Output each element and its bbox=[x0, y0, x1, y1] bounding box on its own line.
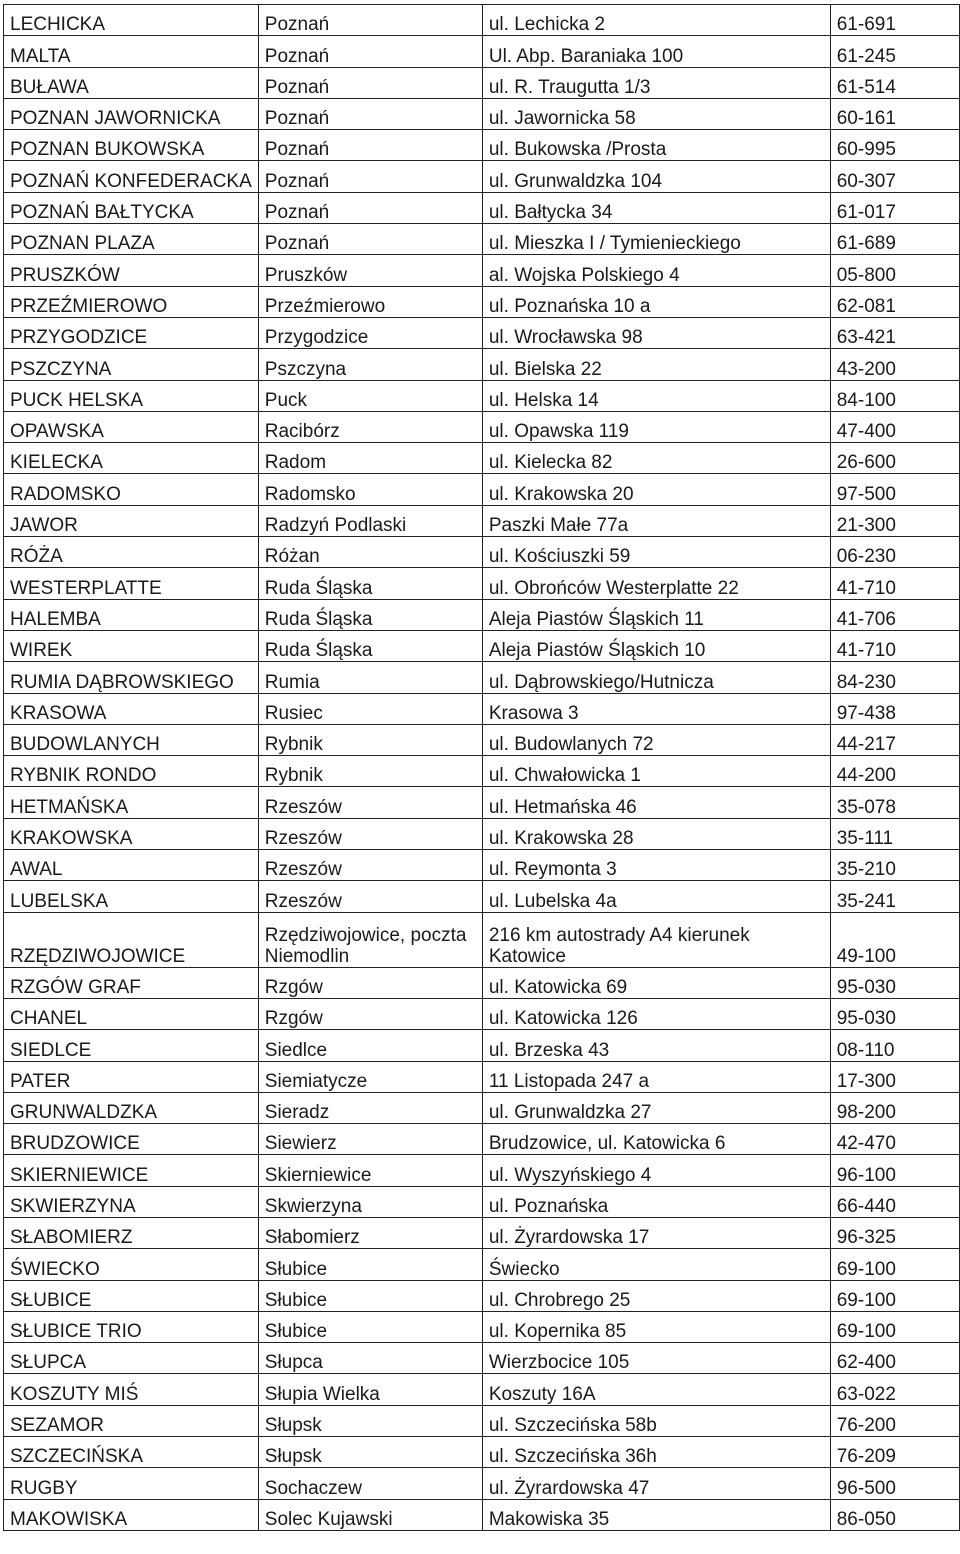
table-row bbox=[4, 787, 960, 818]
location-name-cell: POZNAN PLAZA bbox=[4, 224, 259, 255]
city-cell: Poznań bbox=[258, 161, 482, 192]
address-cell: ul. Żyrardowska 17 bbox=[482, 1217, 830, 1248]
address-cell: ul. Kopernika 85 bbox=[482, 1311, 830, 1342]
address-cell: ul. Helska 14 bbox=[482, 380, 830, 411]
postal-code-cell: 26-600 bbox=[830, 443, 959, 474]
address-cell: Ul. Abp. Baraniaka 100 bbox=[482, 36, 830, 67]
address-cell: ul. Chwałowicka 1 bbox=[482, 756, 830, 787]
location-name-cell: ŚWIECKO bbox=[4, 1249, 259, 1280]
address-cell: ul. Obrońców Westerplatte 22 bbox=[482, 568, 830, 599]
location-name-cell: SŁABOMIERZ bbox=[4, 1217, 259, 1248]
city-cell: Poznań bbox=[258, 224, 482, 255]
city-cell: Rzgów bbox=[258, 967, 482, 998]
city-cell: Skwierzyna bbox=[258, 1186, 482, 1217]
location-name-cell: POZNAN JAWORNICKA bbox=[4, 98, 259, 129]
table-row bbox=[4, 224, 960, 255]
address-cell: 216 km autostrady A4 kierunek Katowice bbox=[482, 912, 830, 967]
address-cell: ul. Lechicka 2 bbox=[482, 5, 830, 36]
address-cell: ul. Hetmańska 46 bbox=[482, 787, 830, 818]
location-name-cell: KIELECKA bbox=[4, 443, 259, 474]
postal-code-cell: 60-307 bbox=[830, 161, 959, 192]
table-row bbox=[4, 1468, 960, 1499]
city-cell: Słabomierz bbox=[258, 1217, 482, 1248]
location-name-cell: RÓŻA bbox=[4, 537, 259, 568]
table-row bbox=[4, 1405, 960, 1436]
location-name-cell: SEZAMOR bbox=[4, 1405, 259, 1436]
table-row bbox=[4, 411, 960, 442]
location-name-cell: GRUNWALDZKA bbox=[4, 1092, 259, 1123]
location-name-cell: KRAKOWSKA bbox=[4, 818, 259, 849]
postal-code-cell: 44-200 bbox=[830, 756, 959, 787]
table-row bbox=[4, 662, 960, 693]
postal-code-cell: 06-230 bbox=[830, 537, 959, 568]
location-name-cell: LUBELSKA bbox=[4, 881, 259, 912]
table-row bbox=[4, 1030, 960, 1061]
address-cell: ul. Brzeska 43 bbox=[482, 1030, 830, 1061]
city-cell: Ruda Śląska bbox=[258, 630, 482, 661]
postal-code-cell: 66-440 bbox=[830, 1186, 959, 1217]
location-name-cell: PRZEŹMIEROWO bbox=[4, 286, 259, 317]
table-row bbox=[4, 1249, 960, 1280]
table-row bbox=[4, 912, 960, 967]
postal-code-cell: 98-200 bbox=[830, 1092, 959, 1123]
location-name-cell: SKIERNIEWICE bbox=[4, 1155, 259, 1186]
postal-code-cell: 42-470 bbox=[830, 1124, 959, 1155]
address-cell: Krasowa 3 bbox=[482, 693, 830, 724]
postal-code-cell: 84-230 bbox=[830, 662, 959, 693]
table-row bbox=[4, 998, 960, 1029]
address-cell: Świecko bbox=[482, 1249, 830, 1280]
city-cell: Rusiec bbox=[258, 693, 482, 724]
address-cell: ul. Bałtycka 34 bbox=[482, 192, 830, 223]
table-row bbox=[4, 1311, 960, 1342]
postal-code-cell: 17-300 bbox=[830, 1061, 959, 1092]
city-cell: Poznań bbox=[258, 98, 482, 129]
location-name-cell: RUMIA DĄBROWSKIEGO bbox=[4, 662, 259, 693]
postal-code-cell: 35-078 bbox=[830, 787, 959, 818]
location-name-cell: PRZYGODZICE bbox=[4, 317, 259, 348]
postal-code-cell: 61-245 bbox=[830, 36, 959, 67]
location-name-cell: MAKOWISKA bbox=[4, 1499, 259, 1530]
postal-code-cell: 49-100 bbox=[830, 912, 959, 967]
location-name-cell: CHANEL bbox=[4, 998, 259, 1029]
location-name-cell: HETMAŃSKA bbox=[4, 787, 259, 818]
address-cell: ul. Kościuszki 59 bbox=[482, 537, 830, 568]
location-name-cell: PUCK HELSKA bbox=[4, 380, 259, 411]
location-name-cell: SKWIERZYNA bbox=[4, 1186, 259, 1217]
city-cell: Rzeszów bbox=[258, 818, 482, 849]
city-cell: Rybnik bbox=[258, 724, 482, 755]
address-cell: ul. Wrocławska 98 bbox=[482, 317, 830, 348]
address-cell: ul. Żyrardowska 47 bbox=[482, 1468, 830, 1499]
city-cell: Różan bbox=[258, 537, 482, 568]
table-row bbox=[4, 286, 960, 317]
address-cell: ul. Lubelska 4a bbox=[482, 881, 830, 912]
postal-code-cell: 61-514 bbox=[830, 67, 959, 98]
table-row bbox=[4, 537, 960, 568]
location-name-cell: WESTERPLATTE bbox=[4, 568, 259, 599]
table-row bbox=[4, 443, 960, 474]
location-name-cell: JAWOR bbox=[4, 505, 259, 536]
postal-code-cell: 84-100 bbox=[830, 380, 959, 411]
postal-code-cell: 69-100 bbox=[830, 1311, 959, 1342]
city-cell: Siewierz bbox=[258, 1124, 482, 1155]
address-cell: ul. Chrobrego 25 bbox=[482, 1280, 830, 1311]
table-row bbox=[4, 1061, 960, 1092]
city-cell: Radomsko bbox=[258, 474, 482, 505]
city-cell: Rzeszów bbox=[258, 881, 482, 912]
postal-code-cell: 62-400 bbox=[830, 1343, 959, 1374]
location-name-cell: SIEDLCE bbox=[4, 1030, 259, 1061]
table-row bbox=[4, 380, 960, 411]
postal-code-cell: 76-209 bbox=[830, 1437, 959, 1468]
city-cell: Sochaczew bbox=[258, 1468, 482, 1499]
postal-code-cell: 95-030 bbox=[830, 998, 959, 1029]
city-cell: Słubice bbox=[258, 1311, 482, 1342]
location-name-cell: MALTA bbox=[4, 36, 259, 67]
city-cell: Słupsk bbox=[258, 1437, 482, 1468]
city-cell: Rumia bbox=[258, 662, 482, 693]
address-cell: ul. Grunwaldzka 104 bbox=[482, 161, 830, 192]
address-cell: ul. Dąbrowskiego/Hutnicza bbox=[482, 662, 830, 693]
city-cell: Poznań bbox=[258, 130, 482, 161]
address-cell: Paszki Małe 77a bbox=[482, 505, 830, 536]
postal-code-cell: 96-500 bbox=[830, 1468, 959, 1499]
table-row bbox=[4, 5, 960, 36]
city-cell: Rybnik bbox=[258, 756, 482, 787]
postal-code-cell: 05-800 bbox=[830, 255, 959, 286]
postal-code-cell: 44-217 bbox=[830, 724, 959, 755]
location-name-cell: KOSZUTY MIŚ bbox=[4, 1374, 259, 1405]
postal-code-cell: 43-200 bbox=[830, 349, 959, 380]
city-cell: Poznań bbox=[258, 36, 482, 67]
location-name-cell: LECHICKA bbox=[4, 5, 259, 36]
table-row bbox=[4, 36, 960, 67]
postal-code-cell: 61-691 bbox=[830, 5, 959, 36]
table-row bbox=[4, 1374, 960, 1405]
address-cell: ul. R. Traugutta 1/3 bbox=[482, 67, 830, 98]
postal-code-cell: 61-017 bbox=[830, 192, 959, 223]
table-row bbox=[4, 1343, 960, 1374]
postal-code-cell: 69-100 bbox=[830, 1249, 959, 1280]
location-name-cell: SŁUBICE TRIO bbox=[4, 1311, 259, 1342]
postal-code-cell: 47-400 bbox=[830, 411, 959, 442]
city-cell: Racibórz bbox=[258, 411, 482, 442]
city-cell: Słubice bbox=[258, 1249, 482, 1280]
address-cell: ul. Wyszyńskiego 4 bbox=[482, 1155, 830, 1186]
table-row bbox=[4, 568, 960, 599]
address-cell: Aleja Piastów Śląskich 10 bbox=[482, 630, 830, 661]
city-cell: Rzgów bbox=[258, 998, 482, 1029]
postal-code-cell: 97-438 bbox=[830, 693, 959, 724]
table-row bbox=[4, 1499, 960, 1530]
table-row bbox=[4, 474, 960, 505]
location-name-cell: HALEMBA bbox=[4, 599, 259, 630]
city-cell: Słupca bbox=[258, 1343, 482, 1374]
postal-code-cell: 76-200 bbox=[830, 1405, 959, 1436]
city-cell: Słupia Wielka bbox=[258, 1374, 482, 1405]
postal-code-cell: 96-100 bbox=[830, 1155, 959, 1186]
location-name-cell: WIREK bbox=[4, 630, 259, 661]
city-cell: Rzeszów bbox=[258, 850, 482, 881]
postal-code-cell: 60-161 bbox=[830, 98, 959, 129]
table-row bbox=[4, 599, 960, 630]
table-row bbox=[4, 161, 960, 192]
location-name-cell: POZNAŃ BAŁTYCKA bbox=[4, 192, 259, 223]
location-name-cell: RUGBY bbox=[4, 1468, 259, 1499]
address-cell: Koszuty 16A bbox=[482, 1374, 830, 1405]
address-cell: ul. Jawornicka 58 bbox=[482, 98, 830, 129]
address-cell: Wierzbocice 105 bbox=[482, 1343, 830, 1374]
location-name-cell: RZGÓW GRAF bbox=[4, 967, 259, 998]
table-row bbox=[4, 1092, 960, 1123]
address-cell: Aleja Piastów Śląskich 11 bbox=[482, 599, 830, 630]
location-name-cell: PATER bbox=[4, 1061, 259, 1092]
address-cell: ul. Reymonta 3 bbox=[482, 850, 830, 881]
address-cell: al. Wojska Polskiego 4 bbox=[482, 255, 830, 286]
location-name-cell: BRUDZOWICE bbox=[4, 1124, 259, 1155]
address-cell: ul. Katowicka 126 bbox=[482, 998, 830, 1029]
city-cell: Sieradz bbox=[258, 1092, 482, 1123]
city-cell: Przeźmierowo bbox=[258, 286, 482, 317]
table-row bbox=[4, 693, 960, 724]
location-name-cell: PSZCZYNA bbox=[4, 349, 259, 380]
location-name-cell: KRASOWA bbox=[4, 693, 259, 724]
table-row bbox=[4, 130, 960, 161]
city-cell: Ruda Śląska bbox=[258, 568, 482, 599]
table-row bbox=[4, 881, 960, 912]
postal-code-cell: 35-210 bbox=[830, 850, 959, 881]
postal-code-cell: 41-710 bbox=[830, 568, 959, 599]
table-row bbox=[4, 1437, 960, 1468]
location-name-cell: SZCZECIŃSKA bbox=[4, 1437, 259, 1468]
table-row bbox=[4, 756, 960, 787]
address-cell: ul. Mieszka I / Tymienieckiego bbox=[482, 224, 830, 255]
city-cell: Siedlce bbox=[258, 1030, 482, 1061]
table-row bbox=[4, 1124, 960, 1155]
city-cell: Siemiatycze bbox=[258, 1061, 482, 1092]
address-cell: Makowiska 35 bbox=[482, 1499, 830, 1530]
city-cell: Poznań bbox=[258, 192, 482, 223]
city-cell: Rzeszów bbox=[258, 787, 482, 818]
address-cell: ul. Grunwaldzka 27 bbox=[482, 1092, 830, 1123]
city-cell: Solec Kujawski bbox=[258, 1499, 482, 1530]
table-row bbox=[4, 1280, 960, 1311]
location-name-cell: BUŁAWA bbox=[4, 67, 259, 98]
location-name-cell: BUDOWLANYCH bbox=[4, 724, 259, 755]
city-cell: Pruszków bbox=[258, 255, 482, 286]
table-row bbox=[4, 349, 960, 380]
location-name-cell: PRUSZKÓW bbox=[4, 255, 259, 286]
table-row bbox=[4, 255, 960, 286]
location-name-cell: POZNAN BUKOWSKA bbox=[4, 130, 259, 161]
table-row bbox=[4, 192, 960, 223]
table-row bbox=[4, 1186, 960, 1217]
table-row bbox=[4, 630, 960, 661]
city-cell: Radzyń Podlaski bbox=[258, 505, 482, 536]
city-cell: Puck bbox=[258, 380, 482, 411]
postal-code-cell: 61-689 bbox=[830, 224, 959, 255]
postal-code-cell: 35-241 bbox=[830, 881, 959, 912]
table-row bbox=[4, 67, 960, 98]
postal-code-cell: 60-995 bbox=[830, 130, 959, 161]
postal-code-cell: 63-421 bbox=[830, 317, 959, 348]
location-name-cell: RADOMSKO bbox=[4, 474, 259, 505]
postal-code-cell: 63-022 bbox=[830, 1374, 959, 1405]
city-cell: Ruda Śląska bbox=[258, 599, 482, 630]
location-name-cell: SŁUBICE bbox=[4, 1280, 259, 1311]
location-name-cell: POZNAŃ KONFEDERACKA bbox=[4, 161, 259, 192]
location-name-cell: AWAL bbox=[4, 850, 259, 881]
table-row bbox=[4, 724, 960, 755]
postal-code-cell: 86-050 bbox=[830, 1499, 959, 1530]
address-cell: ul. Poznańska 10 a bbox=[482, 286, 830, 317]
city-cell: Przygodzice bbox=[258, 317, 482, 348]
address-cell: ul. Kielecka 82 bbox=[482, 443, 830, 474]
postal-code-cell: 41-710 bbox=[830, 630, 959, 661]
address-cell: ul. Katowicka 69 bbox=[482, 967, 830, 998]
address-cell: ul. Poznańska bbox=[482, 1186, 830, 1217]
locations-table-body bbox=[4, 5, 960, 1531]
location-name-cell: RZĘDZIWOJOWICE bbox=[4, 912, 259, 967]
table-row bbox=[4, 818, 960, 849]
city-cell: Poznań bbox=[258, 67, 482, 98]
postal-code-cell: 08-110 bbox=[830, 1030, 959, 1061]
address-cell: ul. Szczecińska 58b bbox=[482, 1405, 830, 1436]
city-cell: Pszczyna bbox=[258, 349, 482, 380]
postal-code-cell: 96-325 bbox=[830, 1217, 959, 1248]
address-cell: 11 Listopada 247 a bbox=[482, 1061, 830, 1092]
table-row bbox=[4, 317, 960, 348]
table-row bbox=[4, 967, 960, 998]
address-cell: ul. Budowlanych 72 bbox=[482, 724, 830, 755]
postal-code-cell: 21-300 bbox=[830, 505, 959, 536]
postal-code-cell: 35-111 bbox=[830, 818, 959, 849]
city-cell: Skierniewice bbox=[258, 1155, 482, 1186]
address-cell: ul. Bukowska /Prosta bbox=[482, 130, 830, 161]
table-row bbox=[4, 98, 960, 129]
postal-code-cell: 95-030 bbox=[830, 967, 959, 998]
location-name-cell: RYBNIK RONDO bbox=[4, 756, 259, 787]
postal-code-cell: 41-706 bbox=[830, 599, 959, 630]
postal-code-cell: 62-081 bbox=[830, 286, 959, 317]
city-cell: Radom bbox=[258, 443, 482, 474]
city-cell: Słubice bbox=[258, 1280, 482, 1311]
postal-code-cell: 97-500 bbox=[830, 474, 959, 505]
city-cell: Poznań bbox=[258, 5, 482, 36]
address-cell: Brudzowice, ul. Katowicka 6 bbox=[482, 1124, 830, 1155]
address-cell: ul. Krakowska 28 bbox=[482, 818, 830, 849]
table-row bbox=[4, 1155, 960, 1186]
table-row bbox=[4, 1217, 960, 1248]
locations-table bbox=[3, 4, 960, 1531]
address-cell: ul. Szczecińska 36h bbox=[482, 1437, 830, 1468]
location-name-cell: OPAWSKA bbox=[4, 411, 259, 442]
table-row bbox=[4, 505, 960, 536]
city-cell: Rzędziwojowice, poczta Niemodlin bbox=[258, 912, 482, 967]
address-cell: ul. Krakowska 20 bbox=[482, 474, 830, 505]
postal-code-cell: 69-100 bbox=[830, 1280, 959, 1311]
address-cell: ul. Opawska 119 bbox=[482, 411, 830, 442]
table-row bbox=[4, 850, 960, 881]
address-cell: ul. Bielska 22 bbox=[482, 349, 830, 380]
city-cell: Słupsk bbox=[258, 1405, 482, 1436]
location-name-cell: SŁUPCA bbox=[4, 1343, 259, 1374]
